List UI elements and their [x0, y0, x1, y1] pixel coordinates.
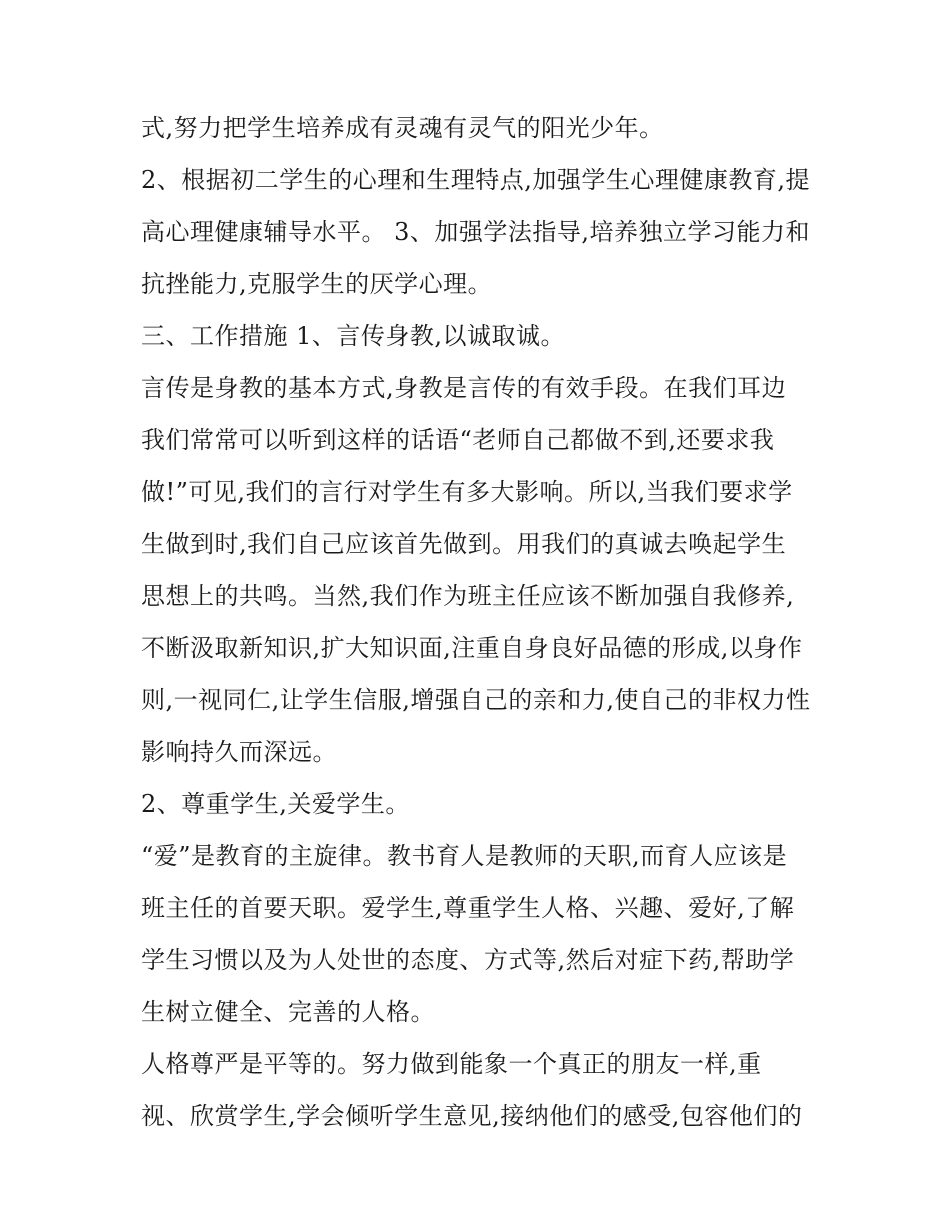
text-line: 做!”可见,我们的言行对学生有多大影响。所以,当我们要求学	[141, 478, 793, 506]
text-line: 班主任的首要天职。爱学生,尊重学生人格、兴趣、爱好,了解	[141, 894, 795, 922]
text-line: 我们常常可以听到这样的话语“老师自己都做不到,还要求我	[141, 426, 775, 454]
text-line: “爱”是教育的主旋律。教书育人是教师的天职,而育人应该是	[141, 842, 788, 870]
section-heading-line: 三、工作措施 1、言传身教,以诚取诚。	[141, 322, 566, 350]
text-line: 不断汲取新知识,扩大知识面,注重自身良好品德的形成,以身作	[141, 634, 803, 662]
text-line: 思想上的共鸣。当然,我们作为班主任应该不断加强自我修养,	[141, 582, 795, 610]
text-line: 则,一视同仁,让学生信服,增强自己的亲和力,使自己的非权力性	[141, 686, 811, 714]
text-line: 生做到时,我们自己应该首先做到。用我们的真诚去唤起学生	[141, 530, 787, 558]
document-body	[141, 108, 821, 1148]
text-line: 生树立健全、完善的人格。	[141, 998, 435, 1026]
text-line: 2、根据初二学生的心理和生理特点,加强学生心理健康教育,提	[141, 166, 811, 194]
text-line: 抗挫能力,克服学生的厌学心理。	[141, 270, 493, 298]
text-line: 高心理健康辅导水平。 3、加强学法指导,培养独立学习能力和	[141, 218, 811, 246]
text-line: 学生习惯以及为人处世的态度、方式等,然后对症下药,帮助学	[141, 946, 795, 974]
text-line: 式,努力把学生培养成有灵魂有灵气的阳光少年。	[141, 114, 664, 142]
subheading-line: 2、尊重学生,关爱学生。	[141, 790, 410, 818]
text-line: 影响持久而深远。	[141, 738, 337, 766]
text-line: 言传是身教的基本方式,身教是言传的有效手段。在我们耳边	[141, 374, 787, 402]
text-line: 人格尊严是平等的。努力做到能象一个真正的朋友一样,重	[141, 1050, 762, 1078]
text-line: 视、欣赏学生,学会倾听学生意见,接纳他们的感受,包容他们的	[141, 1102, 803, 1130]
